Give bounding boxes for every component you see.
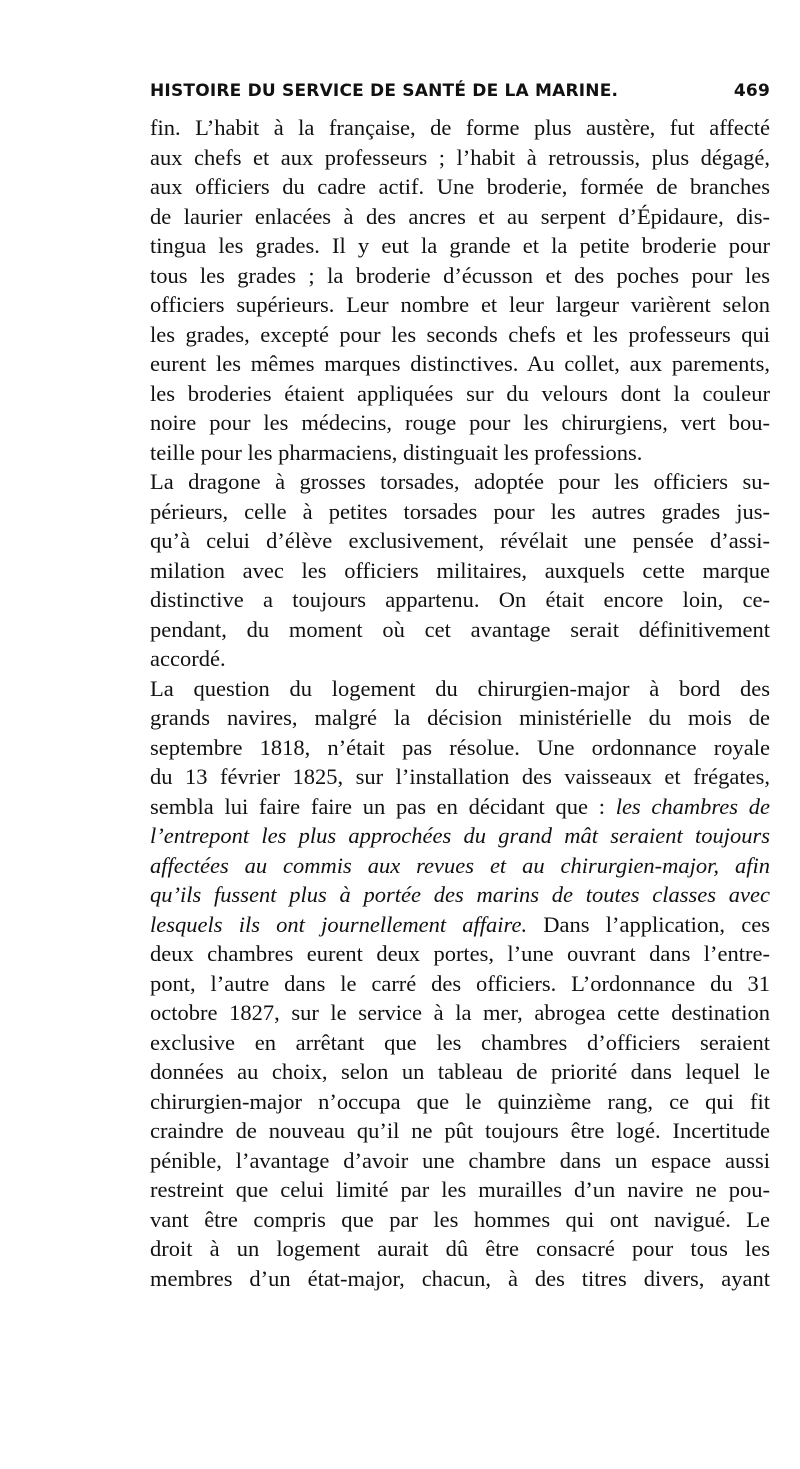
text-segment: exclusive en arrêtant que les chambres d’officiers seraient (150, 1029, 770, 1055)
text-line (150, 113, 770, 143)
text-segment: La question du logement du chirurgien-major à bord des (150, 675, 770, 701)
page-number: 469 (733, 81, 770, 101)
text-segment: les grades, excepté pour les seconds chefs et les professeurs qui (150, 321, 770, 347)
text-line (150, 1264, 770, 1294)
body-text (150, 113, 770, 1293)
text-line (150, 1028, 770, 1058)
text-segment: droit à un logement aurait dû être consacré pour tous les (150, 1236, 770, 1261)
italic-text-segment: qu’ils fussent plus à portée des marins de toutes classes avec (150, 882, 770, 907)
text-segment: La dragone à grosses torsades, adoptée pour les officiers su- (150, 469, 770, 494)
text-segment: tous les grades ; la broderie d’écusson et des poches pour les (150, 262, 770, 288)
text-segment: Dans l’application, ces (527, 911, 770, 937)
text-line (150, 556, 770, 586)
text-line (150, 1087, 770, 1117)
text-segment: pont, l’autre dans le carré des officiers. L’ordonnance du 31 (150, 970, 770, 996)
text-line (150, 821, 770, 851)
text-line (150, 438, 770, 468)
text-line (150, 880, 770, 910)
text-segment: membres d’un état-major, chacun, à des titres divers, ayant (150, 1265, 770, 1291)
text-line (150, 762, 770, 792)
text-line (150, 1057, 770, 1087)
text-segment: de laurier enlacées à des ancres et au serpent d’Épidaure, dis- (150, 203, 770, 229)
text-line (150, 261, 770, 291)
text-segment: aux officiers du cadre actif. Une broderie, formée de branches (150, 174, 770, 199)
text-segment: données au choix, selon un tableau de priorité dans lequel le (150, 1059, 770, 1084)
text-segment: noire pour les médecins, rouge pour les chirurgiens, vert bou- (150, 410, 770, 435)
text-line (150, 143, 770, 173)
text-line (150, 526, 770, 556)
italic-text-segment: affectées au commis aux revues et au chirurgien-major, afin (150, 852, 770, 878)
text-segment: officiers supérieurs. Leur nombre et leur largeur varièrent selon (150, 292, 770, 317)
text-segment: tingua les grades. Il y eut la grande et la petite broderie pour (150, 233, 770, 258)
text-line (150, 467, 770, 497)
text-line (150, 1205, 770, 1235)
text-line (150, 320, 770, 350)
text-line (150, 615, 770, 645)
text-segment: accordé. (150, 646, 226, 671)
text-segment: vant être compris que par les hommes qui ont navigué. Le (150, 1206, 770, 1232)
text-segment: teille pour les pharmaciens, distinguait les professions. (150, 439, 643, 465)
text-segment: les broderies étaient appliquées sur du velours dont la couleur (150, 380, 770, 406)
text-segment: septembre 1818, n’était pas résolue. Une ordonnance royale (150, 734, 770, 760)
text-segment: pénible, l’avantage d’avoir une chambre dans un espace aussi (150, 1147, 770, 1173)
text-segment: sembla lui faire faire un pas en décidant que : (150, 793, 616, 819)
text-line (150, 644, 770, 674)
text-segment: craindre de nouveau qu’il ne pût toujours être logé. Incertitude (150, 1118, 770, 1143)
text-line (150, 290, 770, 320)
text-segment: eurent les mêmes marques distinctives. Au collet, aux parements, (150, 351, 770, 376)
italic-text-segment: lesquels ils ont journellement affaire. (150, 911, 528, 937)
running-title: HISTOIRE DU SERVICE DE SANTÉ DE LA MARINE. (150, 81, 619, 101)
text-line (150, 1116, 770, 1146)
text-line (150, 910, 770, 940)
text-line (150, 851, 770, 881)
text-segment: pendant, du moment où cet avantage serait définitivement (150, 616, 770, 642)
text-line (150, 585, 770, 615)
text-line (150, 969, 770, 999)
text-line (150, 231, 770, 261)
text-line (150, 792, 770, 822)
text-line (150, 1234, 770, 1264)
text-line (150, 349, 770, 379)
text-line (150, 172, 770, 202)
running-header (150, 81, 770, 109)
text-segment: octobre 1827, sur le service à la mer, abrogea cette destination (150, 1000, 770, 1025)
text-line (150, 497, 770, 527)
text-segment: grands navires, malgré la décision ministérielle du mois de (150, 705, 770, 730)
text-line (150, 674, 770, 704)
text-segment: qu’à celui d’élève exclusivement, révélait une pensée d’assi- (150, 528, 770, 553)
text-segment: deux chambres eurent deux portes, l’une ouvrant dans l’entre- (150, 941, 770, 966)
text-segment: fin. L’habit à la française, de forme plus austère, fut affecté (150, 115, 770, 140)
text-line (150, 379, 770, 409)
text-line (150, 939, 770, 969)
text-line (150, 202, 770, 232)
text-segment: du 13 février 1825, sur l’installation des vaisseaux et frégates, (150, 764, 770, 789)
italic-text-segment: les chambres de (615, 793, 770, 819)
text-segment: distinctive a toujours appartenu. On était encore loin, ce- (150, 587, 770, 612)
text-line (150, 733, 770, 763)
text-line (150, 703, 770, 733)
text-line (150, 1146, 770, 1176)
text-line (150, 1175, 770, 1205)
text-line (150, 998, 770, 1028)
text-segment: périeurs, celle à petites torsades pour les autres grades jus- (150, 498, 770, 524)
text-segment: restreint que celui limité par les murailles d’un navire ne pou- (150, 1177, 770, 1202)
text-segment: chirurgien-major n’occupa que le quinzième rang, ce qui fit (150, 1088, 770, 1114)
text-segment: aux chefs et aux professeurs ; l’habit à retroussis, plus dégagé, (150, 144, 770, 170)
italic-text-segment: l’entrepont les plus approchées du grand mât seraient toujours (150, 823, 770, 848)
text-segment: milation avec les officiers militaires, auxquels cette marque (150, 557, 770, 583)
text-line (150, 408, 770, 438)
